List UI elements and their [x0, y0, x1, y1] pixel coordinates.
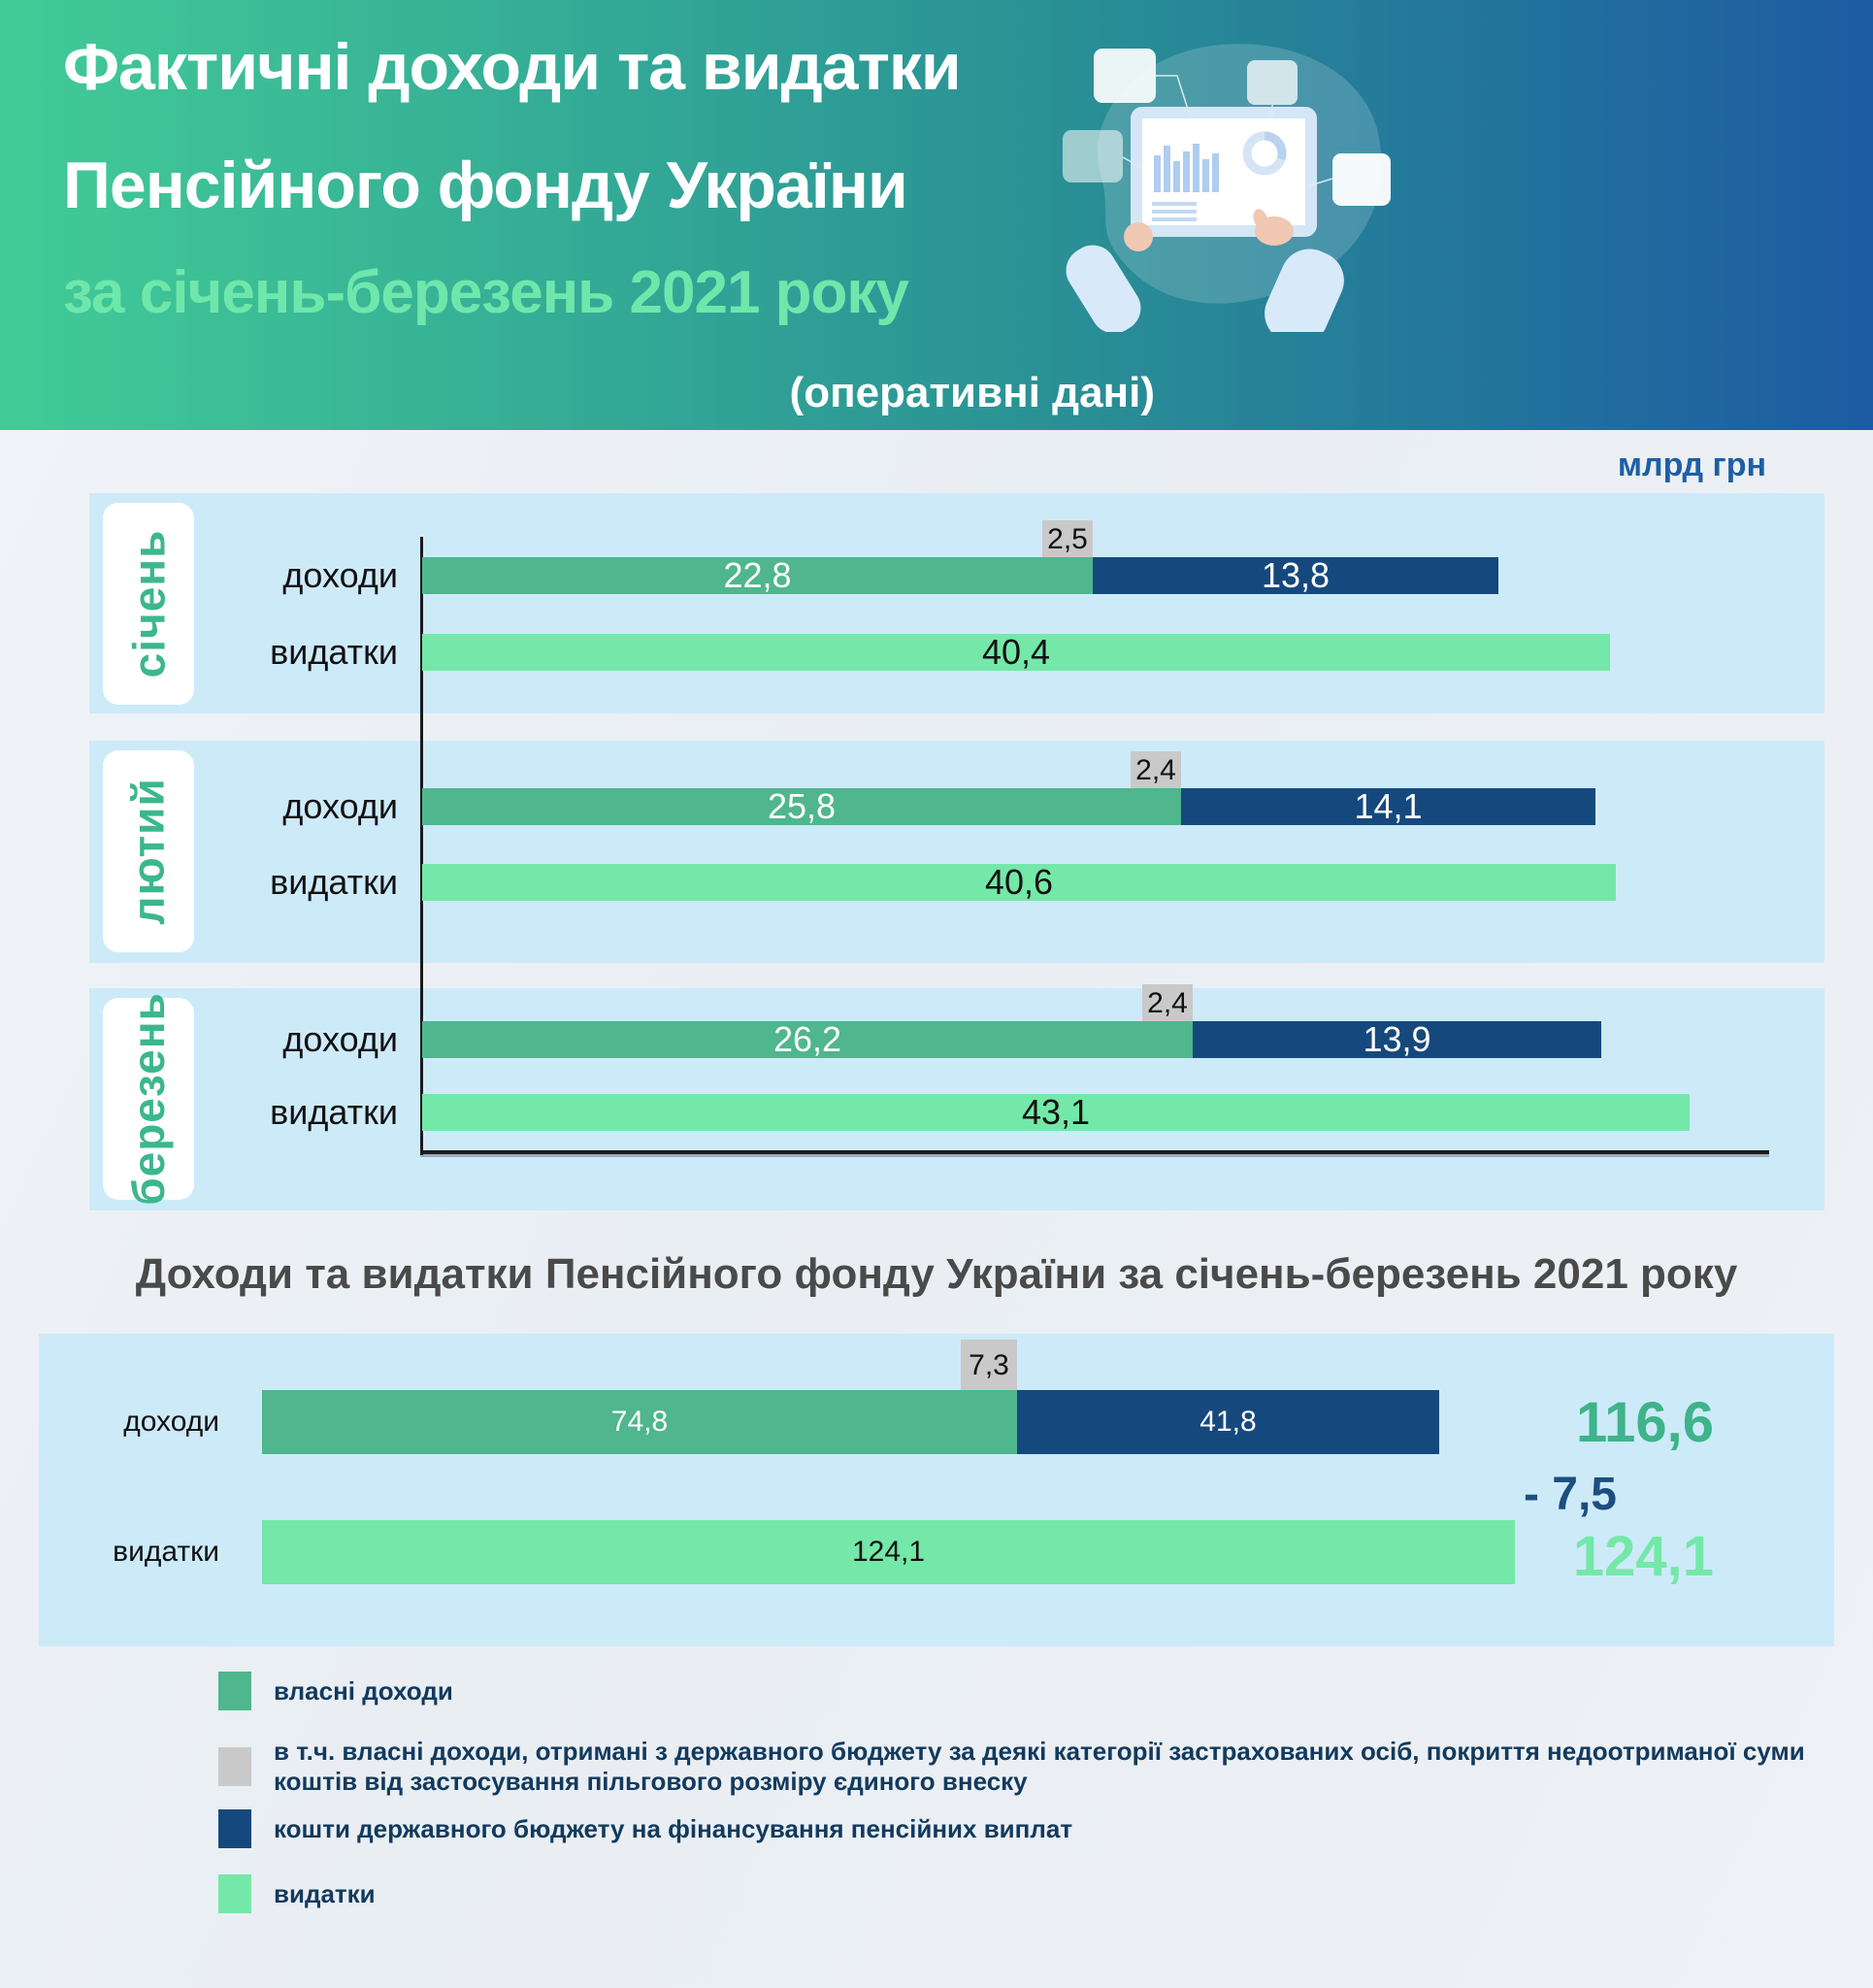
own-income-segment [422, 523, 1093, 595]
income-bar-january [422, 523, 1498, 595]
month-label-march [103, 992, 194, 1206]
difference-value: - 7,5 [1523, 1469, 1617, 1520]
page-title-line2: Пенсійного фонду України [63, 149, 907, 222]
income-total: 116,6 [1576, 1391, 1714, 1454]
own-income-value: 25,8 [767, 786, 837, 826]
x-axis-line [420, 1150, 1769, 1154]
state-budget-segment [1193, 1021, 1601, 1058]
expense-bar-february [422, 864, 1616, 901]
income-bar-february [422, 754, 1595, 826]
income-bar-march [422, 987, 1601, 1059]
budget-subset-value: 2,4 [1147, 987, 1188, 1019]
y-axis-line [420, 537, 423, 1155]
budget-subset-tag [1042, 520, 1093, 557]
legend-swatch-budget-subset [218, 1747, 251, 1786]
legend-label: кошти державного бюджету на фінансування пенсійних виплат [274, 1813, 1073, 1843]
expense-total: 124,1 [1572, 1525, 1714, 1588]
expense-segment [262, 1520, 1515, 1584]
expense-value: 40,4 [981, 632, 1051, 672]
month-label-text: січень [123, 529, 174, 679]
state-budget-value: 14,1 [1354, 786, 1423, 826]
analytics-illustration [1043, 12, 1402, 332]
own-income-segment [422, 987, 1193, 1059]
legend-item-budget-subset [218, 1737, 1826, 1797]
row-label-income: доходи [282, 1019, 398, 1059]
state-budget-value: 41,8 [1199, 1406, 1257, 1438]
expense-segment [422, 864, 1616, 901]
summary-row-label-income: доходи [123, 1406, 219, 1438]
state-budget-value: 13,8 [1261, 555, 1331, 595]
header-banner [0, 0, 1873, 430]
page-subtitle: за січень-березень 2021 року [63, 259, 908, 326]
expense-value: 40,6 [984, 862, 1054, 902]
month-label-january [103, 503, 194, 705]
expense-value: 124,1 [851, 1536, 926, 1568]
state-budget-segment [1093, 557, 1498, 594]
budget-subset-tag [1142, 984, 1193, 1021]
budget-subset-value: 2,4 [1135, 754, 1176, 786]
tablet [1131, 107, 1317, 237]
page-title-line1: Фактичні доходи та видатки [63, 30, 961, 104]
legend-item-expense [218, 1874, 1826, 1913]
legend-item-own-income [218, 1672, 1826, 1710]
row-label-expense: видатки [270, 862, 398, 902]
summary-row-label-expense: видатки [113, 1536, 219, 1568]
panel-january [89, 493, 1824, 713]
legend-swatch-own-income [218, 1672, 251, 1710]
expense-value: 43,1 [1021, 1092, 1091, 1132]
month-label-february [103, 750, 194, 952]
own-income-value: 22,8 [723, 555, 792, 595]
legend-label: в т.ч. власні доходи, отримані з державного бюджету за деякі категорії застрахованих осіб, покриття недоотриманої суми коштів від застосування пільгового розміру єдиного внеску [274, 1737, 1805, 1796]
expense-segment [422, 634, 1610, 671]
own-income-segment [422, 754, 1181, 826]
row-label-expense: видатки [270, 1092, 398, 1132]
own-income-value: 74,8 [610, 1406, 669, 1438]
row-label-income: доходи [282, 786, 398, 826]
own-income-value: 26,2 [772, 1019, 842, 1059]
own-income-segment [262, 1349, 1017, 1454]
summary-title: Доходи та видатки Пенсійного фонду України за січень-березень 2021 року [135, 1250, 1738, 1298]
legend-item-state-budget [218, 1809, 1826, 1848]
summary-expense-bar [262, 1520, 1515, 1584]
legend-label: видатки [274, 1878, 376, 1908]
state-budget-value: 13,9 [1363, 1019, 1431, 1059]
state-budget-segment [1181, 788, 1595, 825]
state-budget-segment [1017, 1390, 1439, 1454]
budget-subset-tag [961, 1340, 1017, 1390]
expense-segment [422, 1094, 1690, 1131]
summary-income-bar [262, 1349, 1439, 1454]
panel-february [89, 741, 1824, 963]
unit-label: млрд грн [1617, 447, 1766, 483]
row-label-expense: видатки [270, 632, 398, 672]
tablet-text-lines [1152, 202, 1197, 221]
legend-label: власні доходи [274, 1675, 453, 1706]
legend-swatch-state-budget [218, 1809, 251, 1848]
legend-swatch-expense [218, 1874, 251, 1913]
operational-data-note: (оперативні дані) [789, 369, 1155, 416]
expense-bar-january [422, 634, 1610, 671]
row-label-income: доходи [282, 555, 398, 595]
budget-subset-tag [1131, 751, 1181, 788]
budget-subset-value: 2,5 [1047, 523, 1088, 555]
expense-bar-march [422, 1094, 1690, 1131]
month-label-text: березень [123, 992, 174, 1206]
budget-subset-value: 7,3 [969, 1349, 1009, 1381]
month-label-text: лютий [123, 778, 175, 925]
